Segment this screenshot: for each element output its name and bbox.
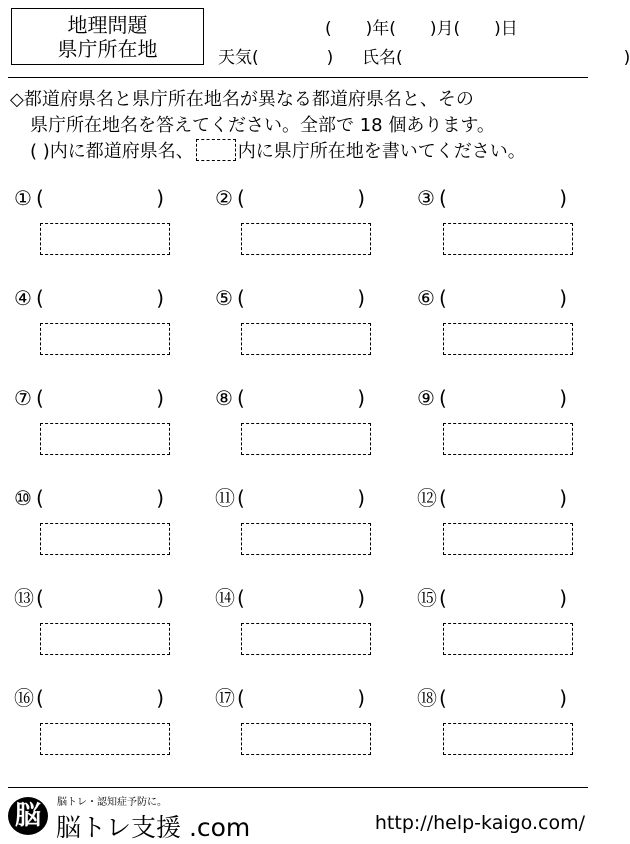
question-5 <box>215 283 365 313</box>
prefecture-blank-close: ) <box>357 586 365 610</box>
question-number: ⑪ <box>215 486 235 510</box>
question-10 <box>14 483 164 513</box>
question-18 <box>417 683 567 713</box>
question-number: ⑮ <box>417 586 437 610</box>
question-14 <box>215 583 365 613</box>
prefecture-blank-close: ) <box>357 686 365 710</box>
question-15 <box>417 583 567 613</box>
prefecture-blank-close: ) <box>156 686 164 710</box>
question-number: ① <box>14 186 32 210</box>
prefecture-blank-open: ( <box>36 286 44 310</box>
header-divider <box>8 77 588 78</box>
question-9 <box>417 383 567 413</box>
prefecture-blank-open: ( <box>439 486 447 510</box>
prefecture-blank-open: ( <box>439 186 447 210</box>
question-3 <box>417 183 567 213</box>
prefecture-blank-close: ) <box>559 386 567 410</box>
question-11 <box>215 483 365 513</box>
prefecture-blank-open: ( <box>439 586 447 610</box>
site-url: http://help-kaigo.com/ <box>374 812 585 834</box>
capital-answer-box[interactable] <box>241 523 371 555</box>
prefecture-blank-open: ( <box>36 586 44 610</box>
question-13 <box>14 583 164 613</box>
brand-logo-icon: 脳 <box>8 797 48 835</box>
capital-answer-box[interactable] <box>443 623 573 655</box>
capital-answer-box[interactable] <box>443 723 573 755</box>
prefecture-blank-open: ( <box>237 486 245 510</box>
question-number: ② <box>215 186 233 210</box>
brand-name: 脳トレ支援 .com <box>56 813 251 842</box>
prefecture-blank-open: ( <box>439 286 447 310</box>
capital-answer-box[interactable] <box>241 623 371 655</box>
question-number: ⑱ <box>417 686 437 710</box>
question-number: ⑯ <box>14 686 34 710</box>
footer-divider <box>8 787 588 788</box>
instruction-line-2: 県庁所在地名を答えてください。全部で 18 個あります。 <box>30 115 495 136</box>
prefecture-blank-close: ) <box>357 286 365 310</box>
question-17 <box>215 683 365 713</box>
prefecture-blank-open: ( <box>36 486 44 510</box>
prefecture-blank-open: ( <box>36 386 44 410</box>
prefecture-blank-close: ) <box>156 586 164 610</box>
question-number: ⑬ <box>14 586 34 610</box>
question-1 <box>14 183 164 213</box>
question-6 <box>417 283 567 313</box>
prefecture-blank-open: ( <box>36 186 44 210</box>
capital-answer-box[interactable] <box>241 723 371 755</box>
weather-field: 天気( ) <box>218 48 334 68</box>
question-number: ⑦ <box>14 386 32 410</box>
capital-answer-box[interactable] <box>40 523 170 555</box>
capital-answer-box[interactable] <box>40 423 170 455</box>
question-number: ⑤ <box>215 286 233 310</box>
question-number: ⑩ <box>14 486 32 510</box>
instruction-line-3-end: 内に県庁所在地を書いてください。 <box>237 141 526 162</box>
capital-answer-box[interactable] <box>443 323 573 355</box>
prefecture-blank-open: ( <box>237 586 245 610</box>
prefecture-blank-close: ) <box>559 586 567 610</box>
prefecture-blank-open: ( <box>439 686 447 710</box>
question-number: ⑧ <box>215 386 233 410</box>
prefecture-blank-close: ) <box>559 486 567 510</box>
capital-answer-box[interactable] <box>241 223 371 255</box>
question-number: ⑨ <box>417 386 435 410</box>
instruction-line-1: ◇都道府県名と県庁所在地名が異なる都道府県名と、その <box>10 89 474 110</box>
prefecture-blank-close: ) <box>357 386 365 410</box>
capital-answer-box[interactable] <box>40 323 170 355</box>
worksheet-subtitle: 県庁所在地 <box>57 36 158 61</box>
name-field: 氏名( ) <box>362 48 630 68</box>
prefecture-blank-close: ) <box>559 286 567 310</box>
question-12 <box>417 483 567 513</box>
prefecture-blank-open: ( <box>237 286 245 310</box>
prefecture-blank-close: ) <box>156 186 164 210</box>
question-number: ⑰ <box>215 686 235 710</box>
prefecture-blank-close: ) <box>357 186 365 210</box>
worksheet-title-box <box>11 8 204 65</box>
brand-tagline: 脳トレ・認知症予防に。 <box>57 797 167 808</box>
answer-box-sample <box>196 139 236 161</box>
prefecture-blank-close: ) <box>156 286 164 310</box>
question-7 <box>14 383 164 413</box>
question-16 <box>14 683 164 713</box>
prefecture-blank-close: ) <box>559 686 567 710</box>
worksheet-title: 地理問題 <box>67 12 148 37</box>
question-number: ⑥ <box>417 286 435 310</box>
question-4 <box>14 283 164 313</box>
capital-answer-box[interactable] <box>443 223 573 255</box>
capital-answer-box[interactable] <box>241 423 371 455</box>
capital-answer-box[interactable] <box>40 623 170 655</box>
question-number: ④ <box>14 286 32 310</box>
prefecture-blank-open: ( <box>237 386 245 410</box>
prefecture-blank-open: ( <box>36 686 44 710</box>
capital-answer-box[interactable] <box>443 423 573 455</box>
prefecture-blank-close: ) <box>357 486 365 510</box>
capital-answer-box[interactable] <box>40 223 170 255</box>
prefecture-blank-close: ) <box>156 386 164 410</box>
prefecture-blank-open: ( <box>439 386 447 410</box>
capital-answer-box[interactable] <box>40 723 170 755</box>
prefecture-blank-close: ) <box>559 186 567 210</box>
question-number: ③ <box>417 186 435 210</box>
date-field: ( )年( )月( )日 <box>325 19 518 39</box>
capital-answer-box[interactable] <box>241 323 371 355</box>
capital-answer-box[interactable] <box>443 523 573 555</box>
prefecture-blank-open: ( <box>237 186 245 210</box>
instruction-line-3 <box>30 139 526 165</box>
question-2 <box>215 183 365 213</box>
prefecture-blank-open: ( <box>237 686 245 710</box>
question-8 <box>215 383 365 413</box>
question-number: ⑫ <box>417 486 437 510</box>
question-number: ⑭ <box>215 586 235 610</box>
prefecture-blank-close: ) <box>156 486 164 510</box>
instruction-line-3-start: ( )内に都道府県名、 <box>30 141 194 162</box>
